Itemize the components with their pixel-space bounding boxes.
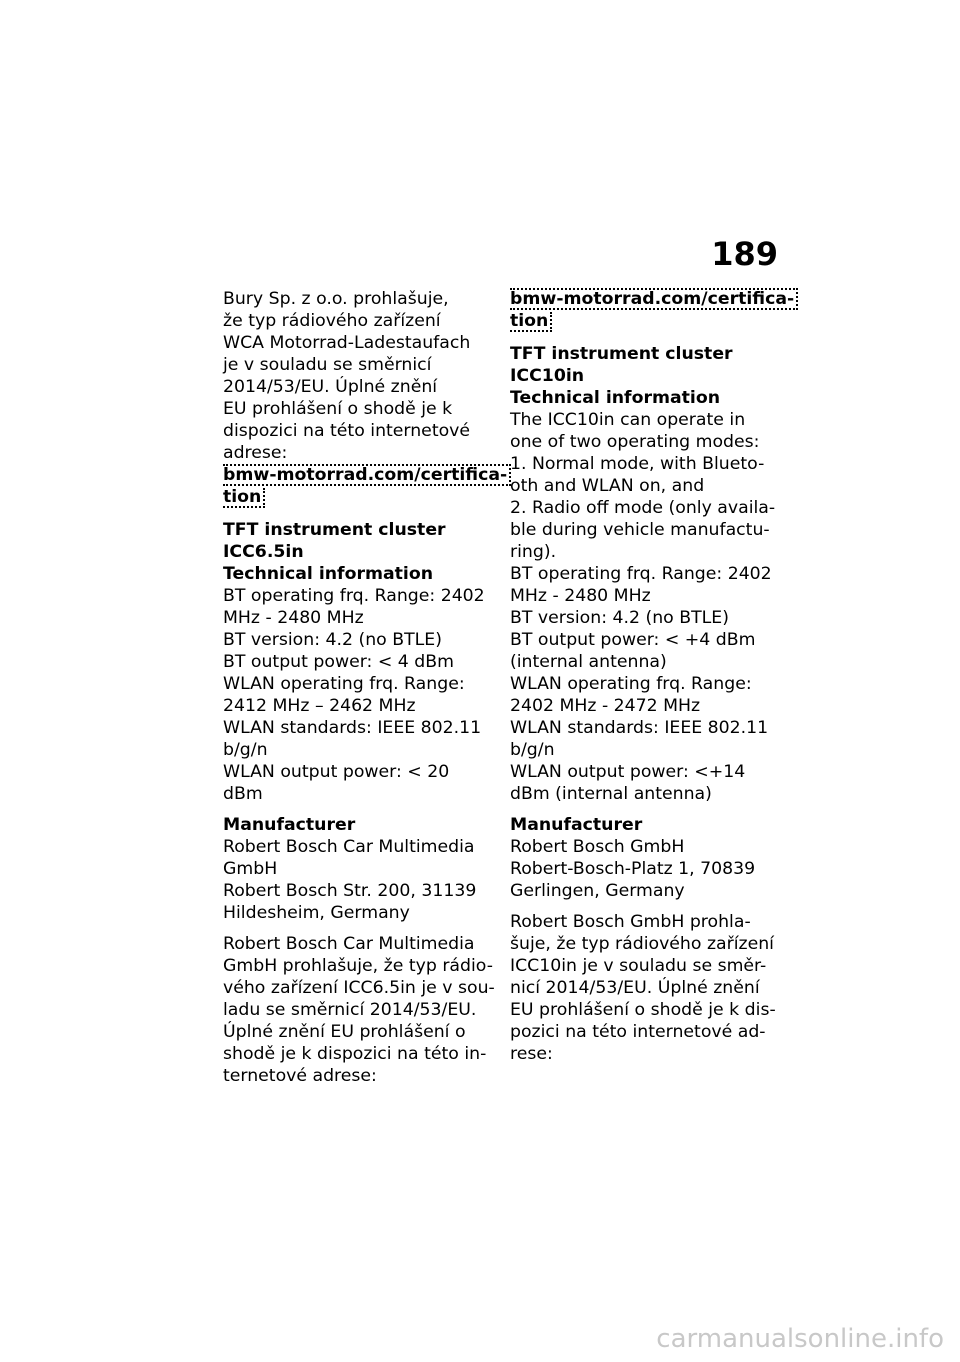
link-line[interactable]: tion <box>223 488 265 508</box>
text-line: 2412 MHz – 2462 MHz <box>223 696 416 716</box>
text-line: Robert Bosch Str. 200, 31139 <box>223 881 477 901</box>
text-line: vého zařízení ICC6.5in je v sou- <box>223 978 495 998</box>
text-line: ternetové adrese: <box>223 1066 377 1086</box>
text-line: Hildesheim, Germany <box>223 903 410 923</box>
text-line: 2402 MHz - 2472 MHz <box>510 696 701 716</box>
link-line[interactable]: bmw-motorrad.com/certifica- <box>510 288 798 310</box>
text-line: b/g/n <box>223 740 268 760</box>
text-line: BT output power: < 4 dBm <box>223 652 454 672</box>
text-line: (internal antenna) <box>510 652 667 672</box>
text-line: Gerlingen, Germany <box>510 881 685 901</box>
right-column <box>510 288 795 1065</box>
text-line: WLAN output power: < 20 <box>223 762 450 782</box>
text-line: BT output power: < +4 dBm <box>510 630 756 650</box>
link-line[interactable]: tion <box>510 312 552 332</box>
text-line: oth and WLAN on, and <box>510 476 705 496</box>
text-line: EU prohlášení o shodě je k <box>223 399 453 419</box>
text-line: dBm (internal antenna) <box>510 784 712 804</box>
manufacturer-address <box>223 836 491 924</box>
text-line: že typ rádiového zařízení <box>223 311 441 331</box>
text-line: dispozici na této internetové <box>223 421 471 441</box>
intro-paragraph <box>223 288 491 464</box>
section-heading: TFT instrument cluster <box>510 344 733 364</box>
text-line: ICC10in je v souladu se směr- <box>510 956 767 976</box>
text-line: Robert Bosch Car Multimedia <box>223 837 475 857</box>
text-line: je v souladu se směrnicí <box>223 355 432 375</box>
text-line: šuje, že typ rádiového zařízení <box>510 934 774 954</box>
section-heading: ICC6.5in <box>223 542 304 562</box>
text-line: Robert Bosch GmbH prohla- <box>510 912 751 932</box>
manufacturer-address <box>510 836 782 902</box>
text-line: rese: <box>510 1044 553 1064</box>
text-line: Úplné znění EU prohlášení o <box>223 1022 466 1042</box>
text-line: Robert Bosch GmbH <box>510 837 685 857</box>
manufacturer-heading: Manufacturer <box>223 815 356 835</box>
text-line: MHz - 2480 MHz <box>223 608 364 628</box>
tech-specs <box>510 563 782 805</box>
text-line: 1. Normal mode, with Blueto- <box>510 454 765 474</box>
text-line: WCA Motorrad-Ladestaufach <box>223 333 471 353</box>
link-line[interactable]: bmw-motorrad.com/certifica- <box>223 464 511 486</box>
text-line: shodě je k dispozici na této in- <box>223 1044 487 1064</box>
text-line: BT version: 4.2 (no BTLE) <box>510 608 729 628</box>
section-heading: TFT instrument cluster <box>223 520 446 540</box>
declaration-paragraph <box>223 933 495 1087</box>
watermark: carmanualsonline.info <box>656 1324 944 1354</box>
text-line: MHz - 2480 MHz <box>510 586 651 606</box>
text-line: pozici na této internetové ad- <box>510 1022 766 1042</box>
text-line: WLAN standards: IEEE 802.11 <box>223 718 482 738</box>
text-line: 2. Radio off mode (only availa- <box>510 498 776 518</box>
text-line: GmbH <box>223 859 278 879</box>
text-line: Bury Sp. z o.o. prohlašuje, <box>223 289 449 309</box>
certification-link[interactable] <box>510 288 795 334</box>
text-line: ring). <box>510 542 557 562</box>
text-line: ble during vehicle manufactu- <box>510 520 770 540</box>
text-line: dBm <box>223 784 263 804</box>
subheading: Technical information <box>510 388 720 408</box>
certification-link[interactable] <box>223 464 508 510</box>
subheading: Technical information <box>223 564 433 584</box>
text-line: WLAN operating frq. Range: <box>223 674 465 694</box>
tech-specs <box>223 585 491 805</box>
section-heading: ICC10in <box>510 366 585 386</box>
text-line: WLAN operating frq. Range: <box>510 674 752 694</box>
text-line: BT operating frq. Range: 2402 <box>223 586 485 606</box>
text-line: WLAN standards: IEEE 802.11 <box>510 718 769 738</box>
text-line: b/g/n <box>510 740 555 760</box>
manufacturer-heading: Manufacturer <box>510 815 643 835</box>
left-column <box>223 288 508 1087</box>
text-line: GmbH prohlašuje, že typ rádio- <box>223 956 493 976</box>
text-line: Robert-Bosch-Platz 1, 70839 <box>510 859 756 879</box>
text-line: BT version: 4.2 (no BTLE) <box>223 630 442 650</box>
text-line: 2014/53/EU. Úplné znění <box>223 377 438 397</box>
text-line: WLAN output power: <+14 <box>510 762 746 782</box>
text-line: The ICC10in can operate in <box>510 410 746 430</box>
declaration-paragraph <box>510 911 782 1065</box>
text-line: EU prohlášení o shodě je k dis- <box>510 1000 776 1020</box>
modes-paragraph <box>510 409 782 563</box>
text-line: nicí 2014/53/EU. Úplné znění <box>510 978 760 998</box>
text-line: BT operating frq. Range: 2402 <box>510 564 772 584</box>
text-line: adrese: <box>223 443 288 463</box>
page-number: 189 <box>711 235 778 273</box>
text-line: Robert Bosch Car Multimedia <box>223 934 475 954</box>
text-line: one of two operating modes: <box>510 432 760 452</box>
text-line: ladu se směrnicí 2014/53/EU. <box>223 1000 477 1020</box>
